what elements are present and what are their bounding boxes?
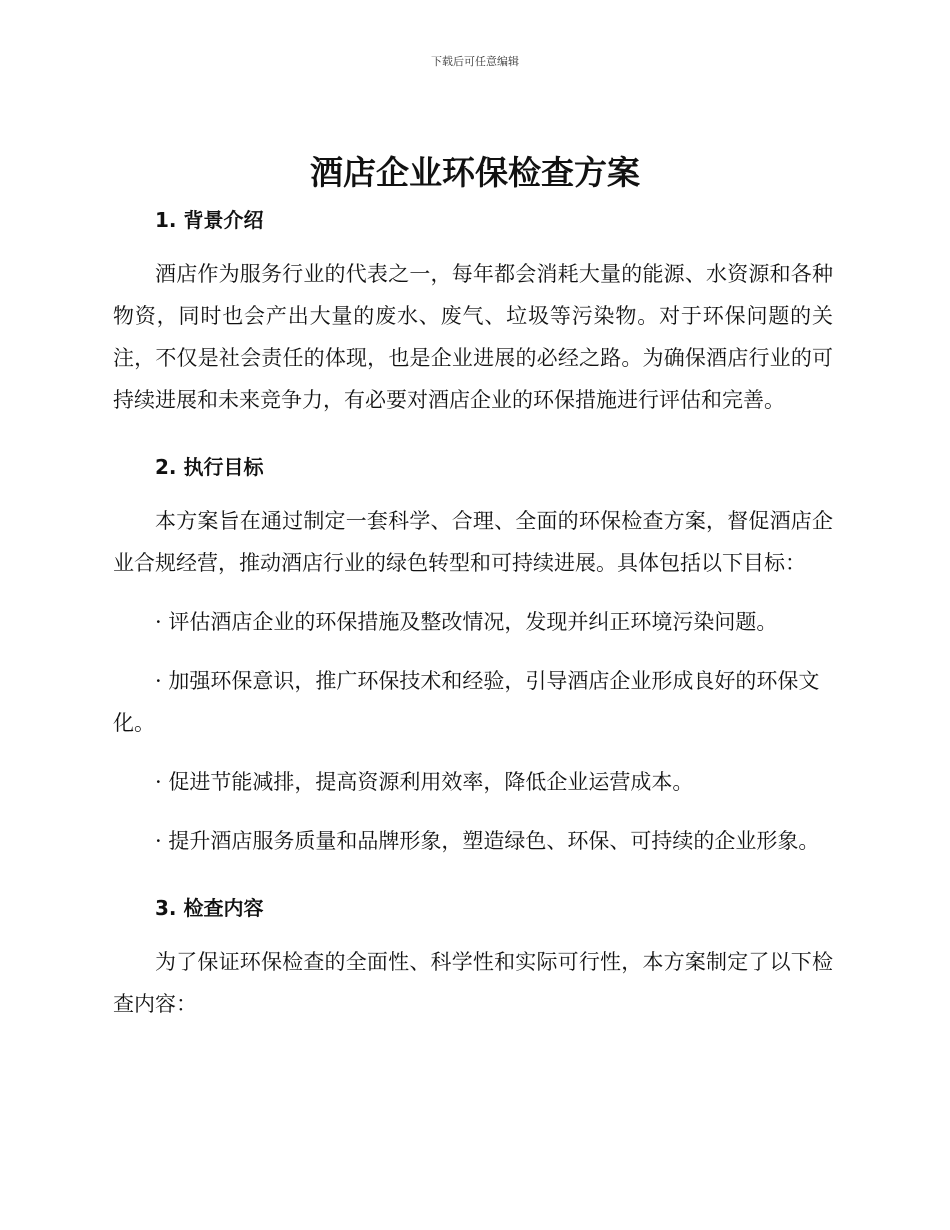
bullet-item: · 评估酒店企业的环保措施及整改情况，发现并纠正环境污染问题。 [155,610,778,634]
bullet-item: · 加强环保意识，推广环保技术和经验，引导酒店企业形成良好的环保文化。 [113,669,820,735]
document-body [113,204,833,1025]
bullet-item: · 提升酒店服务质量和品牌形象，塑造绿色、环保、可持续的企业形象。 [155,829,820,853]
section-heading: 1. 背景介绍 [155,208,264,232]
section-heading: 3. 检查内容 [155,896,264,920]
bullet-item: · 促进节能减排，提高资源利用效率，降低企业运营成本。 [155,770,694,794]
paragraph: 本方案旨在通过制定一套科学、合理、全面的环保检查方案，督促酒店企业合规经营，推动酒店行业的绿色转型和可持续进展。具体包括以下目标： [113,509,833,575]
header-note: 下载后可任意编辑 [431,55,519,68]
document-title: 酒店企业环保检查方案 [310,153,640,192]
paragraph: 为了保证环保检查的全面性、科学性和实际可行性，本方案制定了以下检查内容： [113,950,833,1016]
section-heading: 2. 执行目标 [155,455,264,479]
paragraph: 酒店作为服务行业的代表之一，每年都会消耗大量的能源、水资源和各种物资，同时也会产出大量的废水、废气、垃圾等污染物。对于环保问题的关注，不仅是社会责任的体现，也是企业进展的必经之路。为确保酒店行业的可持续进展和未来竞争力，有必要对酒店企业的环保措施进行评估和完善。 [113,262,833,412]
